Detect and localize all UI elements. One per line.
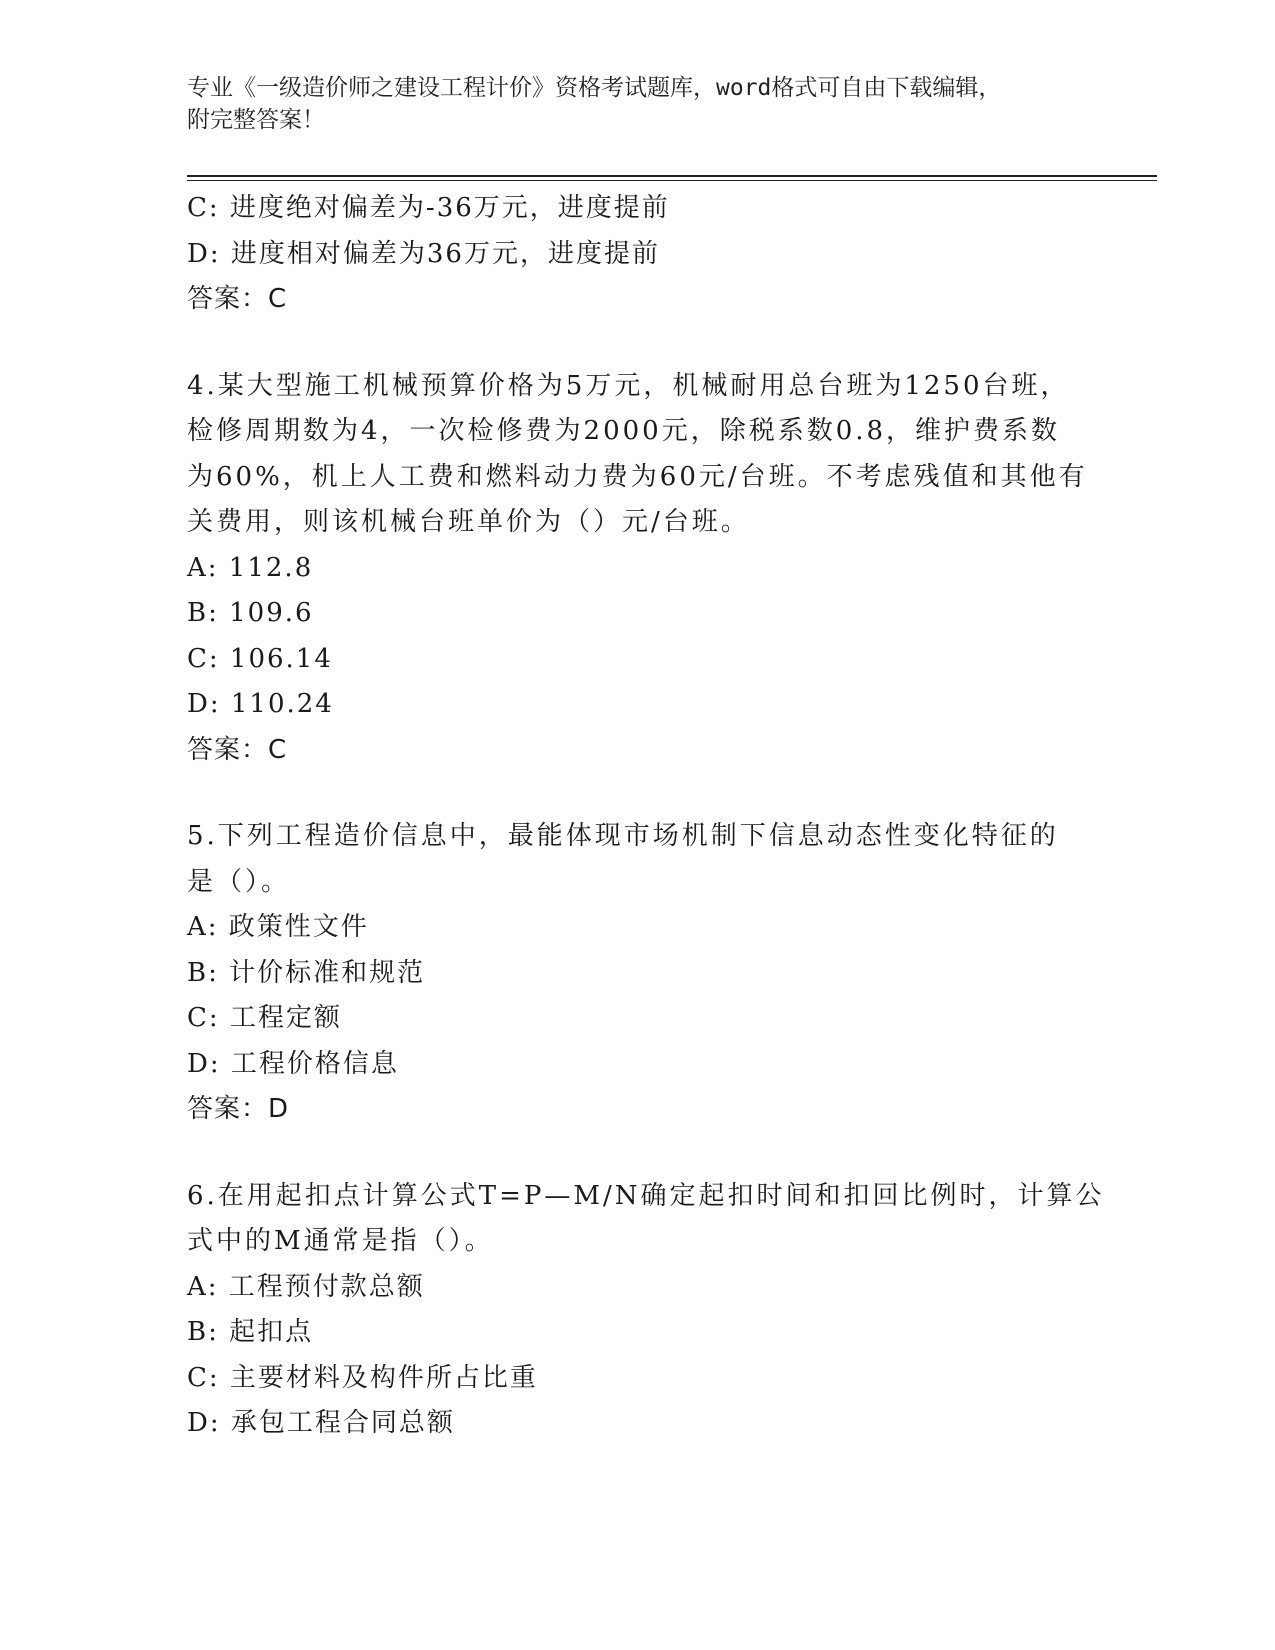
header-divider xyxy=(187,175,1157,181)
question-line: 为60%，机上人工费和燃料动力费为60元/台班。不考虑残值和其他有 xyxy=(187,461,1088,492)
question-line: 4.某大型施工机械预算价格为5万元，机械耐用总台班为1250台班， xyxy=(187,370,1070,401)
answer: 答案：D xyxy=(187,1094,290,1124)
question-text xyxy=(187,364,1087,546)
question-line: 5.下列工程造价信息中，最能体现市场机制下信息动态性变化特征的 xyxy=(187,821,1059,851)
question-line: 式中的M通常是指（）。 xyxy=(187,1226,494,1256)
question-5 xyxy=(187,814,1087,1133)
option-c: C: 工程定额 xyxy=(187,1003,342,1033)
question-line: 关费用，则该机械台班单价为（）元/台班。 xyxy=(187,507,750,537)
question-3-tail xyxy=(187,186,1087,323)
page-header xyxy=(187,72,1087,136)
question-4 xyxy=(187,364,1087,774)
option-a: A: 政策性文件 xyxy=(187,912,369,942)
option-d: D: 工程价格信息 xyxy=(187,1048,399,1079)
option-c: C: 进度绝对偏差为-36万元，进度提前 xyxy=(187,193,670,223)
answer: 答案：C xyxy=(187,284,288,314)
answer: 答案：C xyxy=(187,734,288,765)
question-line: 检修周期数为4，一次检修费为2000元，除税系数0.8，维护费系数 xyxy=(187,416,1061,446)
option-a: A: 112.8 xyxy=(187,552,314,583)
header-line-2: 附完整答案！ xyxy=(187,107,325,133)
option-d: D: 承包工程合同总额 xyxy=(187,1408,455,1438)
option-d: D: 110.24 xyxy=(187,689,334,719)
question-text xyxy=(187,814,1087,905)
question-6 xyxy=(187,1174,1105,1447)
question-text xyxy=(187,1174,1105,1265)
option-d: D: 进度相对偏差为36万元，进度提前 xyxy=(187,238,660,269)
option-c: C: 106.14 xyxy=(187,643,333,674)
option-b: B: 109.6 xyxy=(187,598,314,628)
option-a: A: 工程预付款总额 xyxy=(187,1271,425,1302)
question-line: 是（）。 xyxy=(187,866,291,897)
option-b: B: 起扣点 xyxy=(187,1317,314,1347)
option-b: B: 计价标准和规范 xyxy=(187,957,426,988)
option-c: C: 主要材料及构件所占比重 xyxy=(187,1362,538,1393)
header-line-1: 专业《一级造价师之建设工程计价》资格考试题库，word格式可自由下载编辑， xyxy=(187,75,1002,101)
question-line: 6.在用起扣点计算公式T=P—M/N确定起扣时间和扣回比例时，计算公 xyxy=(187,1180,1105,1211)
question-list xyxy=(187,186,1105,1447)
